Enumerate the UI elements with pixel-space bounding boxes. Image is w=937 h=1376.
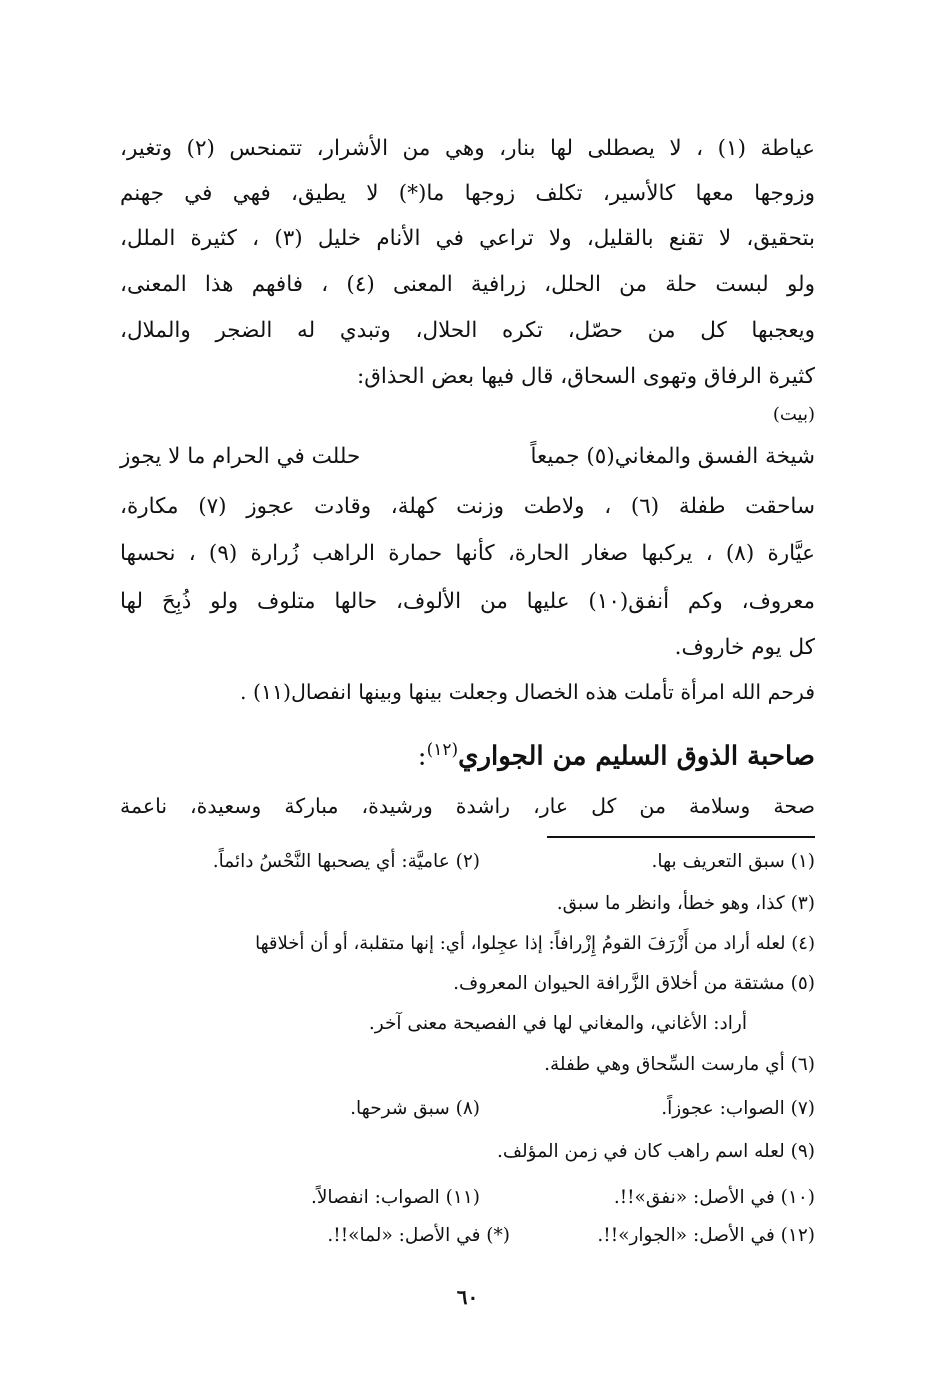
footnote-12: (١٢) في الأصل: «الجوار»!!. [597, 1225, 815, 1246]
verse-line [120, 438, 815, 476]
footnote-3: (٣) كذا، وهو خطأ، وانظر ما سبق. [556, 893, 815, 914]
footnote-5-continuation: أراد: الأغاني، والمغاني لها في الفصيحة معنى آخر. [368, 1013, 747, 1034]
footnote-separator [547, 836, 815, 838]
footnote-row-1 [120, 846, 815, 878]
section-heading-suffix: : [417, 741, 427, 772]
body-line-1: عياطة (١) ، لا يصطلى لها بنار، وهي من الأشرار، تتمنحس (٢) وتغير، [120, 136, 815, 161]
footnote-star: (*) في الأصل: «لما»!!. [327, 1225, 510, 1246]
verse-label: (بيت) [772, 404, 815, 425]
body-line-6: كثيرة الرفاق وتهوى السحاق، قال فيها بعض الحذاق: [357, 364, 815, 389]
section-heading-note-marker: (١٢) [426, 740, 459, 760]
section-line: صحة وسلامة من كل عار، راشدة ورشيدة، مباركة وسعيدة، ناعمة [120, 794, 815, 818]
body-line-4: ولو لبست حلة من الحلل، زرافية المعنى (٤) ، فافهم هذا المعنى، [120, 272, 815, 297]
section-heading-title: صاحبة الذوق السليم من الجواري [458, 741, 815, 772]
footnote-row-7 [120, 1093, 815, 1125]
footnote-row-12 [120, 1220, 815, 1252]
footnote-11: (١١) الصواب: انفصالاً. [311, 1187, 480, 1208]
body-line-2: وزوجها معها كالأسير، تكلف زوجها ما(*) لا يطيق، فهي في جهنم [120, 181, 815, 206]
body2-line-4: كل يوم خاروف. [674, 635, 815, 660]
footnote-9: (٩) لعله اسم راهب كان في زمن المؤلف. [496, 1141, 815, 1162]
section-heading [418, 728, 815, 779]
verse-second-hemistich: حللت في الحرام ما لا يجوز [120, 444, 361, 469]
footnote-row-10 [120, 1182, 815, 1214]
footnote-1: (١) سبق التعريف بها. [651, 851, 815, 872]
verse-first-hemistich: شيخة الفسق والمغاني(٥) جميعاً [530, 444, 815, 469]
body-line-5: ويعجبها كل من حصّل، تكره الحلال، وتبدي له الضجر والملال، [120, 318, 815, 343]
body-line-3: بتحقيق، لا تقنع بالقليل، ولا تراعي في الأنام خليل (٣) ، كثيرة الملل، [120, 226, 815, 251]
body2-line-2: عيَّارة (٨) ، يركبها صغار الحارة، كأنها حمارة الراهب زُرارة (٩) ، نحسها [120, 541, 816, 566]
footnote-10: (١٠) في الأصل: «نفق»!!. [613, 1187, 815, 1208]
document-page [120, 120, 815, 1340]
footnote-8: (٨) سبق شرحها. [350, 1098, 480, 1119]
page-number: ٦٠ [456, 1285, 479, 1309]
footnote-4: (٤) لعله أراد من أَزْرَفَ القومُ إِزْرافاً: إذا عجِلوا، أي: إنها متقلبة، أو أن أخلاقها [255, 933, 815, 954]
footnote-2: (٢) عاميَّة: أي يصحبها النَّحْسُ دائماً. [212, 851, 480, 872]
footnote-5: (٥) مشتقة من أخلاق الزَّرافة الحيوان المعروف. [453, 973, 815, 994]
body2-line-3: معروف، وكم أنفق(١٠) عليها من الألوف، حالها متلوف ولو ذُبِحَ لها [120, 589, 815, 614]
closing-line: فرحم الله امرأة تأملت هذه الخصال وجعلت بينها وبينها انفصال(١١) . [239, 680, 815, 704]
body2-line-1: ساحقت طفلة (٦) ، ولاطت وزنت كهلة، وقادت عجوز (٧) مكارة، [120, 494, 815, 519]
footnote-7: (٧) الصواب: عجوزاً. [661, 1098, 815, 1119]
footnote-6: (٦) أي مارست السِّحاق وهي طفلة. [544, 1054, 815, 1075]
